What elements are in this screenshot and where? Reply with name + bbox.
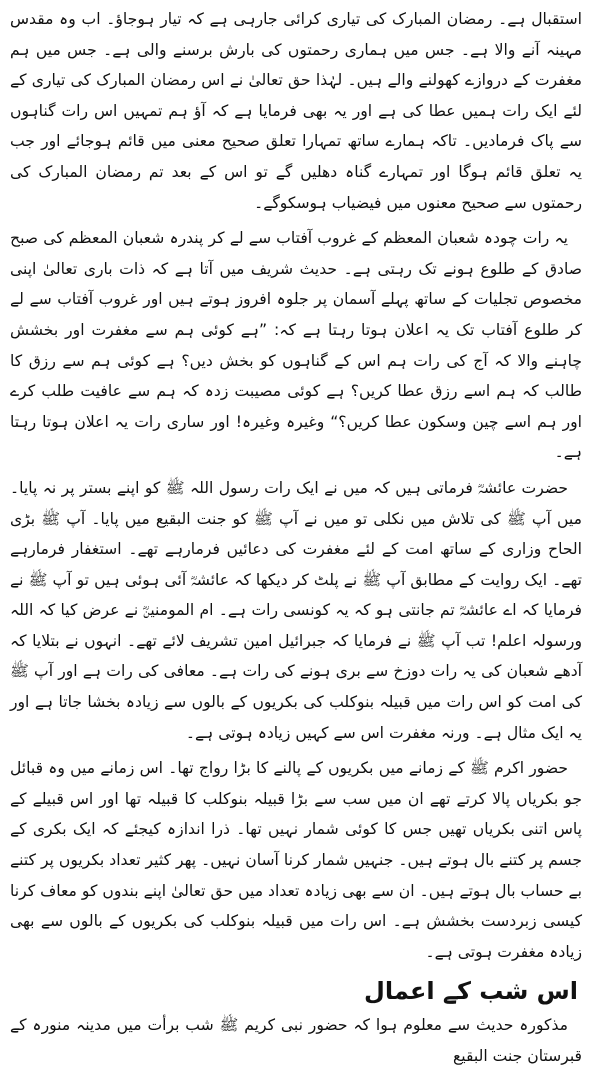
paragraph-night-timing: یہ رات چودہ شعبان المعظم کے غروب آفتاب سے لے کر پندرہ شعبان المعظم کی صبح صادق کے طلوع ہونے تک رہتی ہے۔ حدیث شریف میں آتا ہے کہ ذات باری تعالیٰ اپنی مخصوص تجلیات کے ساتھ پہلے آسمان پر جلوہ افروز ہوتے ہیں اور غروب آفتاب سے لے کر طلوع آفتاب تک یہ اعلان ہوتا رہتا ہے کہ: ”ہے کوئی ہم سے مغفرت اور بخشش چاہنے والا کہ آج کی رات ہم اس کے گناہوں کو بخش دیں؟ ہے کوئی ہم سے رزق کا طالب کہ ہم اسے رزق عطا کریں؟ ہے کوئی مصیبت زدہ کہ ہم سے عافیت طلب کرے اور ہم اسے چین وسکون عطا کریں؟“ وغیرہ وغیرہ! اور ساری رات یہ اعلان ہوتا رہتا ہے۔ bbox=[10, 229, 582, 462]
paragraph-banu-kalb-goats: حضور اکرم ﷺ کے زمانے میں بکریوں کے پالنے کا بڑا رواج تھا۔ اس زمانے میں وہ قبائل جو بکریاں پالا کرتے تھے ان میں سب سے بڑا قبیلہ بنوکلب کا قبیلہ تھا اور اس قبیلے کے پاس اتنی بکریاں تھیں جس کا کوئی شمار نہیں تھا۔ ذرا اندازہ کیجئے کہ ایک بکری کے جسم پر کتنے بال ہوتے ہیں۔ جنہیں شمار کرنا آسان نہیں۔ پھر کثیر تعداد بکریوں پر کتنے بے حساب بال ہوتے ہیں۔ ان سے بھی زیادہ تعداد میں حق تعالیٰ اپنے بندوں کو معاف کرنا کیسی زبردست بخشش ہے۔ اس رات میں قبیلہ بنوکلب کی بکریوں کے بالوں سے بھی زیادہ مغفرت ہوتی ہے۔ bbox=[10, 759, 582, 961]
paragraph-aisha-hadith: حضرت عائشہؓ فرماتی ہیں کہ میں نے ایک رات رسول اللہ ﷺ کو اپنے بستر پر نہ پایا۔ میں آپ ﷺ کی تلاش میں نکلی تو میں نے آپ ﷺ کو جنت البقیع میں پایا۔ آپ ﷺ بڑی الحاح وزاری کے ساتھ امت کے لئے مغفرت کی دعائیں فرمارہے تھے۔ استغفار فرمارہے تھے۔ ایک روایت کے مطابق آپ ﷺ نے پلٹ کر دیکھا کہ عائشہؓ آئی ہوئی ہیں تو آپ ﷺ نے فرمایا کہ اے عائشہؓ تم جانتی ہو کہ یہ کونسی رات ہے۔ ام المومنینؓ نے عرض کیا کہ اللہ ورسولہ اعلم! تب آپ ﷺ نے فرمایا کہ جبرائیل امین تشریف لائے تھے۔ انہوں نے بتلایا کہ آدھے شعبان کی یہ رات دوزخ سے بری ہونے کی رات ہے۔ معافی کی رات ہے اور آپ ﷺ کی امت کو اس رات میں قبیلہ بنوکلب کی بکریوں کے بالوں سے زیادہ بخشا جاتا ہے اور یہ ایک مثال ہے۔ ورنہ مغفرت اس سے کہیں زیادہ ہوتی ہے۔ bbox=[10, 478, 582, 742]
paragraph-ramadan-preparation: استقبال ہے۔ رمضان المبارک کی تیاری کرائی جارہی ہے کہ تیار ہوجاؤ۔ اب وہ مقدس مہینہ آنے والا ہے۔ جس میں ہماری رحمتوں کی بارش برسنے والی ہے۔ جس میں ہم مغفرت کے دروازے کھولنے والے ہیں۔ لہٰذا حق تعالیٰ نے اس رمضان المبارک کی تیاری کے لئے ایک رات ہمیں عطا کی ہے اور یہ بھی فرمایا ہے کہ آؤ ہم تمہیں اس رات گناہوں سے پاک فرمادیں۔ تاکہ ہمارے ساتھ تمہارا تعلق صحیح معنی میں قائم ہوجائے اور جب یہ تعلق قائم ہوگا اور تمہارے گناہ دھلیں گے تو اس کے بعد تم رمضان المبارک کی رحمتوں سے صحیح معنوں میں فیضیاب ہوسکوگے۔ bbox=[10, 10, 582, 212]
section-heading: اس شب کے اعمال bbox=[364, 977, 578, 1006]
closing-line: مذکورہ حدیث سے معلوم ہوا کہ حضور نبی کریم ﷺ شب برأت میں مدینہ منورہ کے قبرستان جنت البقیع bbox=[10, 1016, 582, 1065]
